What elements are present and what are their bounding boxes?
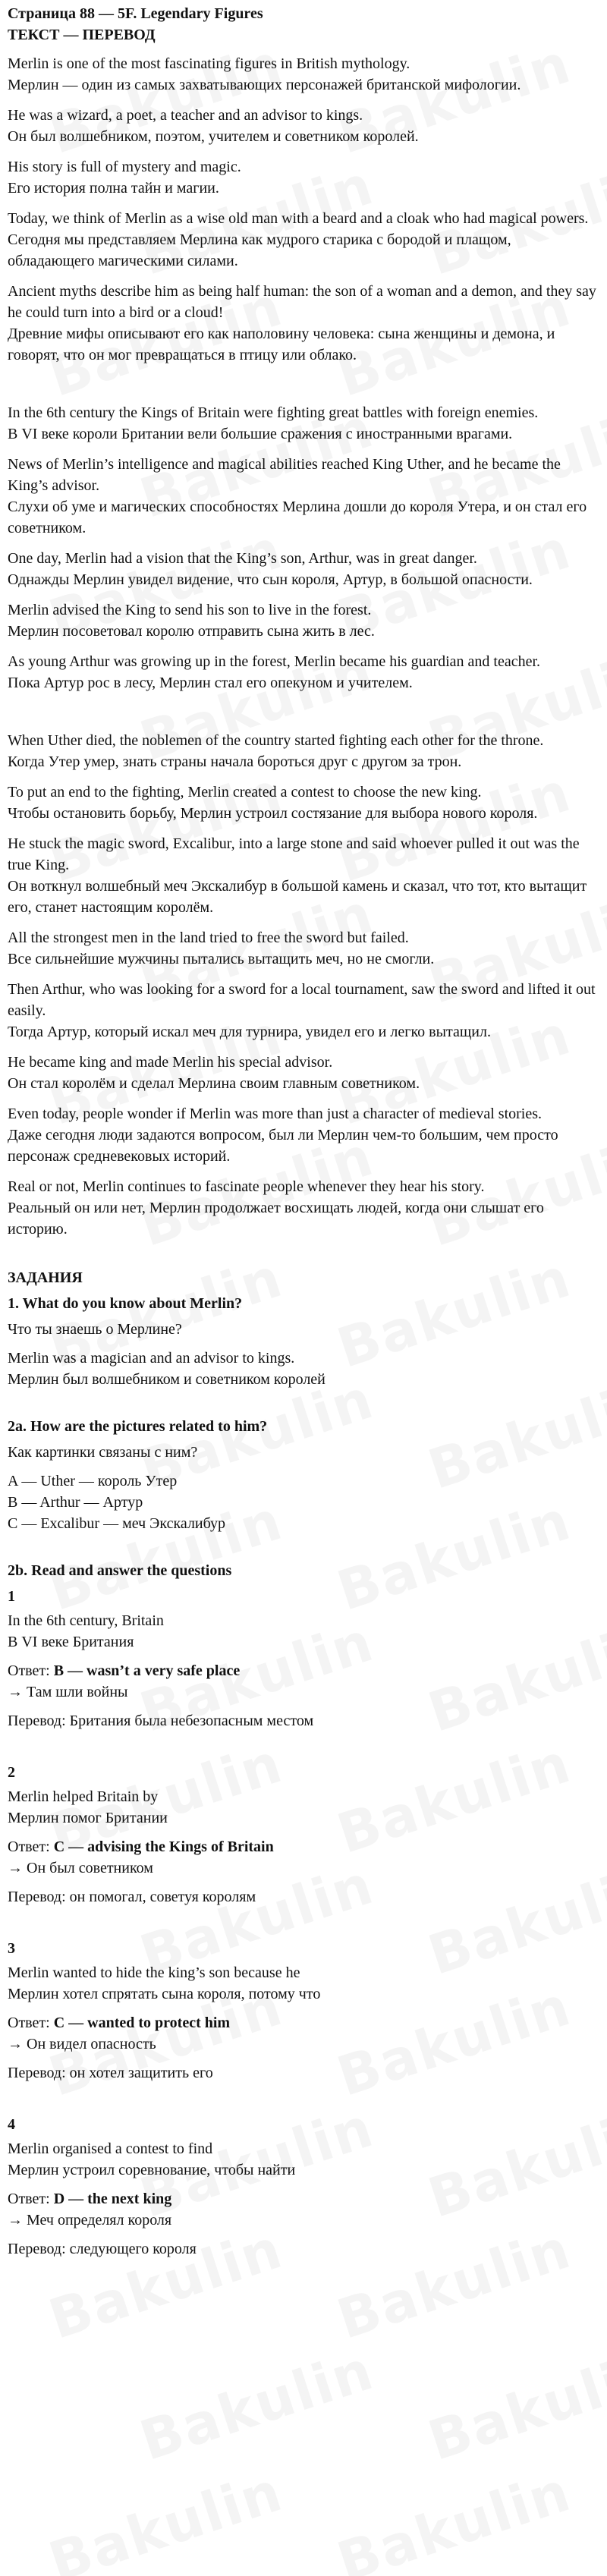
question-item [8, 2114, 599, 2260]
watermark-text [39, 2453, 292, 2576]
question-number: 1 [8, 1588, 15, 1605]
text-paragraph [8, 833, 599, 918]
task-1-answer [8, 1348, 599, 1390]
text-paragraph [8, 782, 599, 824]
task-2a-title-ru: Как картинки связаны с ним? [8, 1444, 198, 1461]
english-sentence: Then Arthur, who was looking for a sword for a local tournament, saw the sword and lifted it out easily. [8, 981, 596, 1019]
russian-translation: Когда Утер умер, знать страны начала бороться друг с другом за трон. [8, 753, 462, 770]
russian-translation: Тогда Артур, который искал меч для турнира, увидел его и легко вытащил. [8, 1024, 491, 1040]
task-1 [8, 1293, 599, 1390]
text-paragraph [8, 281, 599, 366]
russian-translation: Он был волшебником, поэтом, учителем и советником королей. [8, 128, 419, 145]
text-paragraph [8, 730, 599, 772]
question-text [8, 1962, 599, 2005]
answer-reason: → Меч определял короля [8, 2212, 172, 2228]
english-sentence: As young Arthur was growing up in the forest, Merlin became his guardian and teacher. [8, 653, 541, 670]
text-blocks [8, 53, 599, 1240]
russian-translation: Он стал королём и сделал Мерлина своим главным советником. [8, 1075, 420, 1092]
answer-a: A — Uther — король Утер [8, 1473, 178, 1489]
english-sentence: Real or not, Merlin continues to fascinate people whenever they hear his story. [8, 1178, 485, 1195]
russian-translation: Однажды Мерлин увидел видение, что сын короля, Артур, в большой опасности. [8, 571, 533, 588]
russian-translation: Мерлин посоветовал королю отправить сына жить в лес. [8, 623, 375, 640]
answer-translation: Перевод: Британия была небезопасным местом [8, 1713, 314, 1729]
answer-b: B — Arthur — Артур [8, 1494, 143, 1511]
question-text [8, 1786, 599, 1829]
answer-translation: Перевод: следующего короля [8, 2241, 197, 2257]
question-ru: В VI веке Британия [8, 1634, 134, 1650]
text-paragraph [8, 927, 599, 970]
english-sentence: Merlin is one of the most fascinating figures in British mythology. [8, 55, 410, 72]
text-paragraph [8, 1103, 599, 1167]
watermark-text [328, 2453, 580, 2576]
russian-translation: Чтобы остановить борьбу, Мерлин устроил состязание для выбора нового короля. [8, 805, 538, 822]
answer-line [8, 1836, 599, 1857]
answer-choice: D — the next king [53, 2191, 172, 2207]
answer-block [8, 2012, 599, 2055]
russian-translation: Слухи об уме и магических способностях Мерлина дошли до короля Утера, и он стал его советником. [8, 499, 587, 536]
russian-translation: Реальный он или нет, Мерлин продолжает восхищать людей, когда они слышат его историю. [8, 1200, 544, 1238]
answer-reason: → Он видел опасность [8, 2036, 156, 2052]
task-2b-title: 2b. Read and answer the questions [8, 1562, 232, 1579]
task-2b [8, 1560, 599, 2260]
text-paragraph [8, 454, 599, 539]
english-sentence: He was a wizard, a poet, a teacher and an advisor to kings. [8, 107, 363, 124]
text-paragraph [8, 979, 599, 1043]
task-1-title: 1. What do you know about Merlin? [8, 1295, 243, 1312]
russian-translation: Его история полна тайн и магии. [8, 180, 219, 197]
task-2a-answers [8, 1470, 599, 1534]
answer-block [8, 1836, 599, 1879]
answer-reason: → Он был советником [8, 1860, 153, 1876]
russian-translation: Он воткнул волшебный меч Экскалибур в большой камень и сказал, что тот, кто вытащит его, станет настоящим королём. [8, 878, 587, 916]
english-sentence: His story is full of mystery and magic. [8, 159, 241, 175]
question-en: Merlin wanted to hide the king’s son because he [8, 1964, 300, 1981]
text-paragraph [8, 208, 599, 272]
english-sentence: One day, Merlin had a vision that the King’s son, Arthur, was in great danger. [8, 550, 477, 567]
text-paragraph [8, 1052, 599, 1094]
russian-translation: Даже сегодня люди задаются вопросом, был ли Мерлин чем-то большим, чем просто персонаж средневековых историй. [8, 1127, 558, 1165]
text-heading: ТЕКСТ — ПЕРЕВОД [8, 27, 156, 43]
question-item [8, 1586, 599, 1731]
answer-choice: B — wasn’t a very safe place [53, 1662, 241, 1679]
english-sentence: When Uther died, the noblemen of the country started fighting each other for the throne. [8, 732, 544, 749]
question-number: 2 [8, 1764, 15, 1781]
question-en: Merlin organised a contest to find [8, 2140, 213, 2157]
watermark-text [419, 2332, 607, 2479]
tasks-heading: ЗАДАНИЯ [8, 1269, 83, 1286]
answer-prefix: Ответ: [8, 2191, 54, 2207]
answer-prefix: Ответ: [8, 2015, 54, 2031]
question-item [8, 1938, 599, 2084]
question-ru: Мерлин хотел спрятать сына короля, потому что [8, 1986, 321, 2002]
text-paragraph [8, 599, 599, 642]
text-paragraph [8, 548, 599, 590]
answer-line [8, 2012, 599, 2033]
question-number: 4 [8, 2116, 15, 2133]
english-sentence: Even today, people wonder if Merlin was more than just a character of medieval stories. [8, 1106, 543, 1122]
russian-translation: Мерлин — один из самых захватывающих персонажей британской мифологии. [8, 77, 521, 93]
answer-line-en: Merlin was a magician and an advisor to kings. [8, 1350, 295, 1367]
english-sentence: To put an end to the fighting, Merlin created a contest to choose the new king. [8, 784, 482, 800]
answer-line [8, 2188, 599, 2210]
russian-translation: Древние мифы описывают его как наполовину человека: сына женщины и демона, и говорят, что он мог превращаться в птицу или облако. [8, 326, 555, 363]
question-number: 3 [8, 1940, 15, 1957]
english-sentence: All the strongest men in the land tried to free the sword but failed. [8, 929, 409, 946]
question-text [8, 2138, 599, 2181]
question-text [8, 1610, 599, 1653]
answer-block [8, 2188, 599, 2231]
english-sentence: Merlin advised the King to send his son to live in the forest. [8, 602, 372, 618]
task-1-title-ru: Что ты знаешь о Мерлине? [8, 1321, 182, 1338]
russian-translation: Сегодня мы представляем Мерлина как мудрого старика с бородой и плащом, обладающего магическими силами. [8, 231, 511, 269]
question-ru: Мерлин устроил соревнование, чтобы найти [8, 2162, 296, 2178]
answer-prefix: Ответ: [8, 1838, 54, 1855]
watermark-text [131, 2332, 383, 2479]
page-header: Страница 88 — 5F. Legendary Figures [8, 5, 263, 22]
text-paragraph [8, 53, 599, 96]
text-paragraph [8, 402, 599, 445]
answer-line-ru: Мерлин был волшебником и советником королей [8, 1371, 326, 1388]
russian-translation: В VI веке короли Британии вели большие сражения с иностранными врагами. [8, 426, 513, 442]
task-2a-title: 2a. How are the pictures related to him? [8, 1418, 268, 1435]
english-sentence: In the 6th century the Kings of Britain were fighting great battles with foreign enemies. [8, 404, 539, 421]
russian-translation: Пока Артур рос в лесу, Мерлин стал его опекуном и учителем. [8, 675, 413, 691]
text-paragraph [8, 156, 599, 199]
answer-translation: Перевод: он помогал, советуя королям [8, 1889, 256, 1905]
task-2a [8, 1416, 599, 1534]
text-paragraph [8, 651, 599, 694]
task-2b-items [8, 1586, 599, 2260]
text-paragraph [8, 105, 599, 147]
answer-c: C — Excalibur — меч Экскалибур [8, 1515, 226, 1532]
english-sentence: He stuck the magic sword, Excalibur, into a large stone and said whoever pulled it out was the true King. [8, 835, 580, 873]
english-sentence: Today, we think of Merlin as a wise old man with a beard and a cloak who had magical powers. [8, 210, 589, 227]
answer-block [8, 1660, 599, 1703]
text-paragraph [8, 1176, 599, 1240]
answer-reason: → Там шли войны [8, 1684, 128, 1700]
answer-prefix: Ответ: [8, 1662, 54, 1679]
english-sentence: Ancient myths describe him as being half human: the son of a woman and a demon, and they say he could turn into a bird or a cloud! [8, 283, 596, 321]
question-en: In the 6th century, Britain [8, 1612, 164, 1629]
question-ru: Мерлин помог Британии [8, 1810, 168, 1826]
question-item [8, 1762, 599, 1908]
russian-translation: Все сильнейшие мужчины пытались вытащить меч, но не смогли. [8, 951, 435, 967]
answer-line [8, 1660, 599, 1681]
english-sentence: News of Merlin’s intelligence and magical abilities reached King Uther, and he became the King’s advisor. [8, 456, 561, 494]
english-sentence: He became king and made Merlin his special advisor. [8, 1054, 333, 1071]
answer-choice: C — wanted to protect him [53, 2015, 231, 2031]
question-en: Merlin helped Britain by [8, 1788, 159, 1805]
answer-choice: C — advising the Kings of Britain [53, 1838, 274, 1855]
answer-translation: Перевод: он хотел защитить его [8, 2065, 213, 2081]
